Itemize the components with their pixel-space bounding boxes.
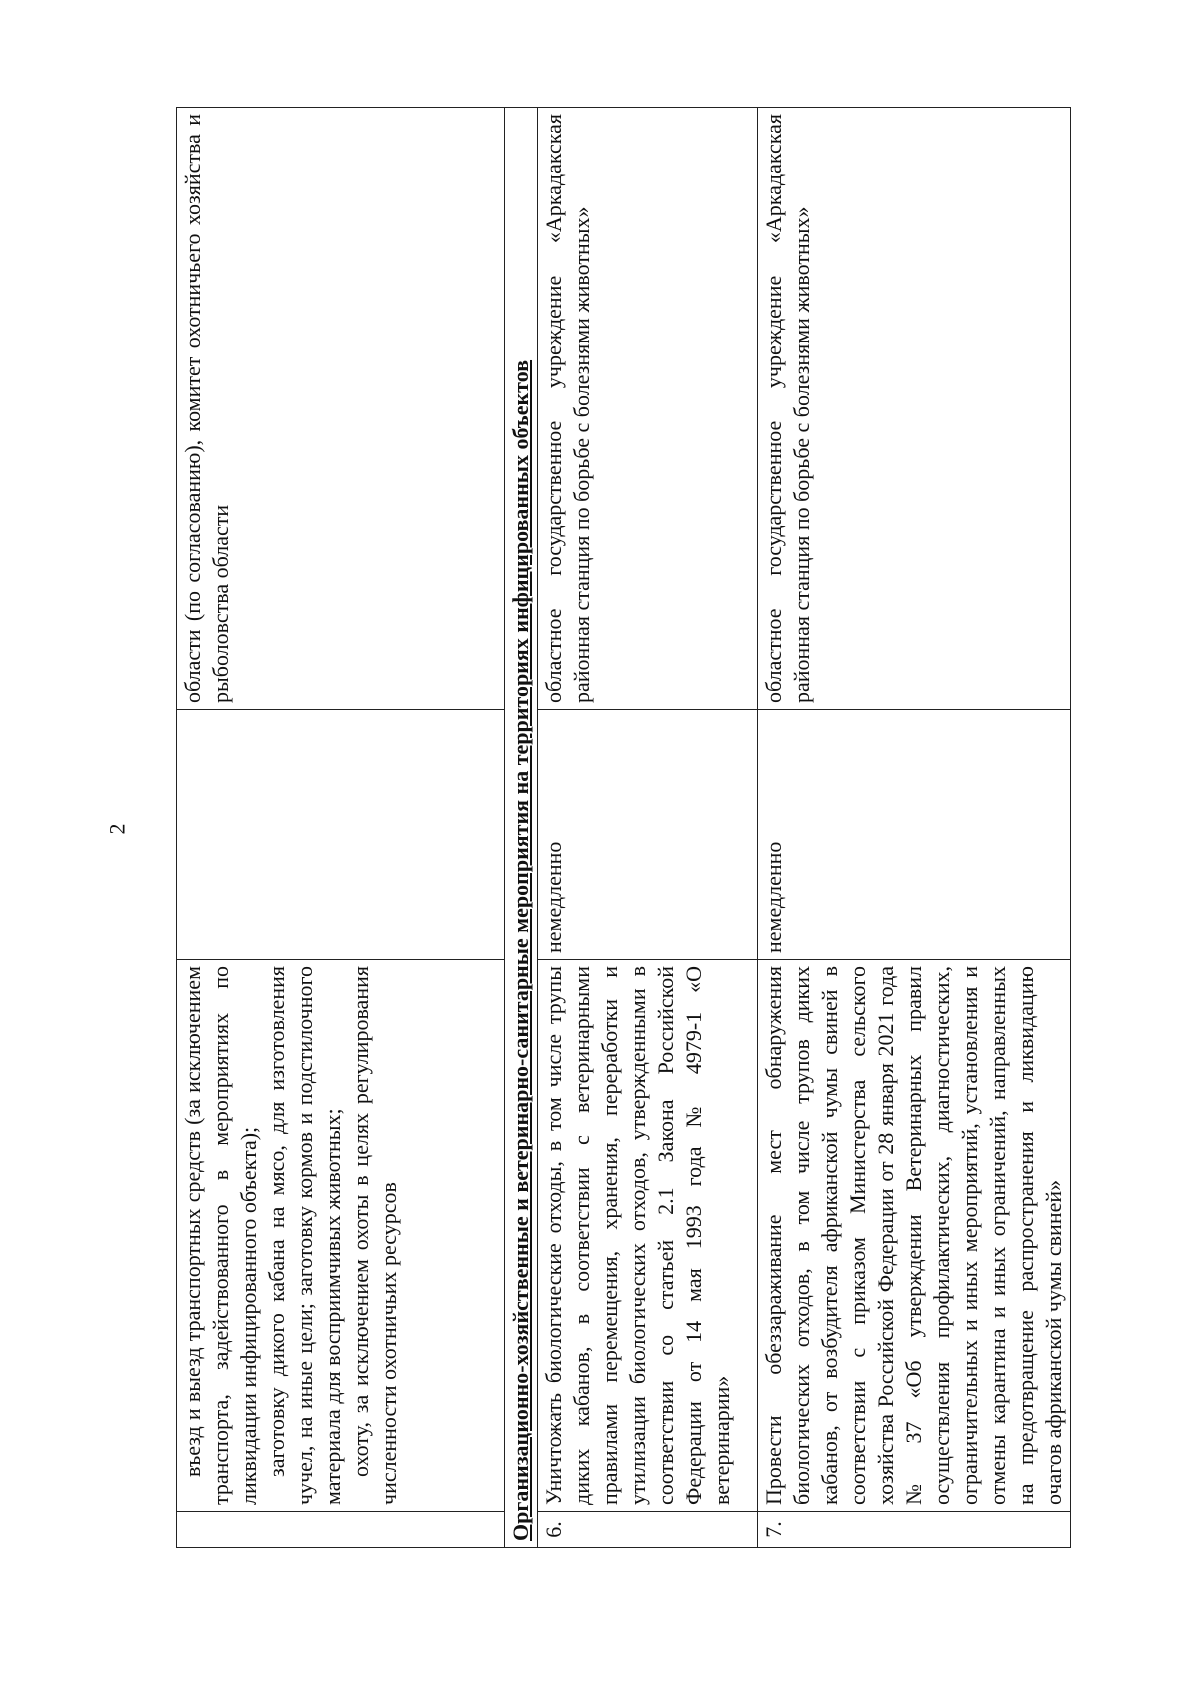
action-line: заготовку дикого кабана на мясо, для изготовления чучел, на иные цели; заготовку кормов и подстилочного материала для восприимчивых животных; [264,966,345,1505]
action-cell: Уничтожать биологические отходы, в том числе трупы диких кабанов, в соответствии с ветеринарными правилами перемещения, хранения, переработки и утилизации биологических отходов, утвержденными в соответствии со статьей 2.1 Закона Российской Федерации от 14 мая 1993 года № 4979-1 «О ветеринарии» [538,960,758,1512]
section-title: Организационно-хозяйственные и ветеринарно-санитарные мероприятия на территориях инфицированных объектов [505,108,538,1548]
page-number: 2 [104,823,130,835]
table-row [538,108,758,1548]
executor-cell: области (по согласованию), комитет охотничьего хозяйства и рыболовства области [177,108,505,710]
table-row-continued [177,108,505,1548]
row-number-cell: 7. [758,1512,1071,1548]
executor-cell: областное государственное учреждение «Аркадакская районная станция по борьбе с болезнями животных» [758,108,1071,710]
measures-table-container [176,108,1066,1548]
table-row [758,108,1071,1548]
action-cell: Провести обеззараживание мест обнаружения биологических отходов, в том числе трупов диких кабанов, от возбудителя африканской чумы свиней в соответствии с приказом Министерства сельского хозяйства Российской Федерации от 28 января 2021 года № 37 «Об утверждении Ветеринарных правил осуществления профилактических, диагностических, ограничительных и иных мероприятий, установления и отмены карантина и иных ограничений, направленных на предотвращение распространения и ликвидацию очагов африканской чумы свиней» [758,960,1071,1512]
row-number-cell [177,1512,505,1548]
section-header-row [505,108,538,1548]
term-cell: немедленно [758,710,1071,960]
action-line: въезд и выезд транспортных средств (за исключением транспорта, задействованного в мероприятиях по ликвидации инфицированного объекта); [180,966,261,1505]
executor-cell: областное государственное учреждение «Аркадакская районная станция по борьбе с болезнями животных» [538,108,758,710]
measures-table [176,107,1071,1548]
action-cell [177,960,505,1512]
term-cell: немедленно [538,710,758,960]
action-line: охоту, за исключением охоты в целях регулирования численности охотничьих ресурсов [348,966,401,1505]
row-number-cell: 6. [538,1512,758,1548]
term-cell [177,710,505,960]
